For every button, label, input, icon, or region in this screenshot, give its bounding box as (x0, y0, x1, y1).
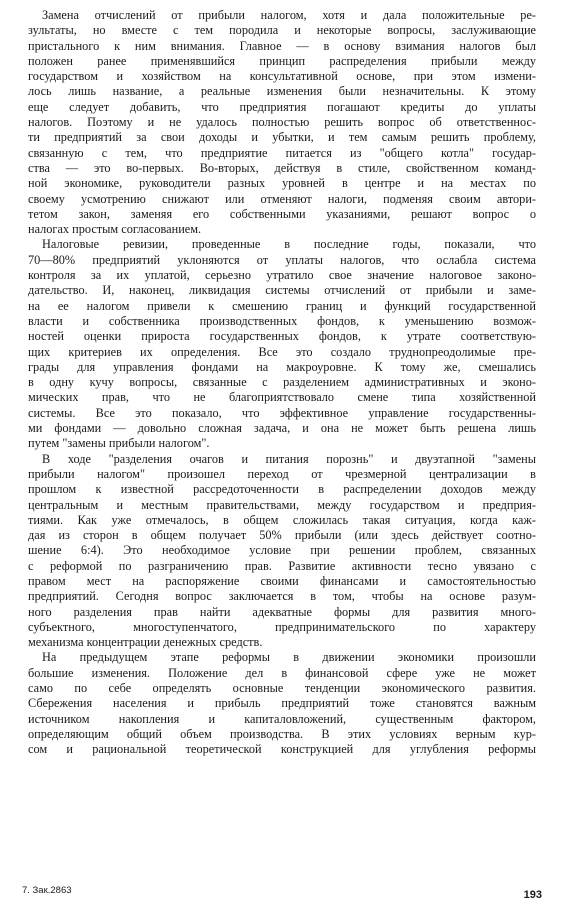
text-line: мических прав, что не благоприятствовало смене типа хозяйственной (28, 390, 536, 405)
text-line: ного разделения прав найти адекватные формы для развития много- (28, 604, 536, 619)
text-line: правом мест на распоряжение своими финансами и самостоятельностью (28, 573, 536, 588)
text-line: щих критериев их определения. Все это создало труднопреодолимые пре- (28, 344, 536, 359)
text-line: связанную с тем, что предприятие питается из "общего котла" государ- (28, 145, 536, 160)
text-line: источником накопления и капиталовложений, существенным фактором, (28, 711, 536, 726)
page-number: 193 (523, 889, 542, 901)
text-line: Сбережения населения и прибыль предприятий тоже становятся важным (28, 696, 536, 711)
text-line: налогов. Поэтому и не удалось полностью решить вопрос об ответственнос- (28, 115, 536, 130)
text-line: ства — это во-первых. Во-вторых, действуя в стиле, свойственном команд- (28, 160, 536, 175)
text-line: с реформой по разграничению прав. Развитие активности тесно увязано с (28, 558, 536, 573)
text-line: положен ранее применявшийся принцип распределения прибыли между (28, 53, 536, 68)
text-line: на ее налогом привели к смешению границ и функций государственной (28, 298, 536, 313)
text-line: государством и хозяйством на консультативной основе, при этом измени- (28, 69, 536, 84)
text-line: ностей оценки прироста государственных фондов, к утрате соответствую- (28, 329, 536, 344)
text-line: В ходе "разделения очагов и питания порознь" и двуэтапной "замены (42, 451, 536, 466)
text-line: определяющим общий объем производства. В этих условиях верным кур- (28, 726, 536, 741)
text-line: дательство. И, наконец, ликвидация системы отчислений от прибыли и заме- (28, 283, 536, 298)
text-line: Замена отчислений от прибыли налогом, хотя и дала положительные ре- (42, 8, 536, 22)
text-line: 70—80% предприятий уклоняются от уплаты налогов, что ослабла система (28, 252, 536, 267)
text-line: еще следует добавить, что предприятия погашают кредиты до уплаты (28, 99, 536, 114)
text-line: тетом закон, заменяя его собственными указаниями, решают вопрос о (28, 206, 536, 221)
text-line: лось лишь название, а реальные изменения были незначительны. К этому (28, 84, 536, 99)
text-line: предприятий. Сегодня вопрос заключается в том, чтобы на основе разум- (28, 589, 536, 604)
text-line: ти предприятий за свои доходы и убытки, и тем самым решить проблему, (28, 130, 536, 145)
text-line: ми фондами — довольно сложная задача, и она не может быть решена лишь (28, 421, 536, 436)
text-line: зультаты, но вместе с тем породила и некоторые вопросы, заслуживающие (28, 23, 536, 38)
text-line: пристального к ним внимания. Главное — в основу взимания налогов был (28, 38, 536, 53)
text-line: грады для управления фондами на макроуровне. К тому же, смешались (28, 359, 536, 374)
text-line: в одну кучу вопросы, связанные с разделением административных и эконо- (28, 375, 536, 390)
text-line: системы. Все это показало, что эффективное управление государственны- (28, 405, 536, 420)
text-line: ной экономике, руководители разных уровней в центре и на местах по (28, 176, 536, 191)
text-line: дая из сторон в общем получает 50% прибыли (или здесь действует соотно- (28, 528, 536, 543)
text-line: путем "замены прибыли налогом". (28, 436, 210, 451)
text-line: механизма концентрации денежных средств. (28, 635, 263, 650)
text-line: шение 6:4). Это необходимое условие при решении проблем, связанных (28, 543, 536, 558)
text-line: большие изменения. Положение дел в финансовой сфере уже не может (28, 665, 536, 680)
text-line: тиями. Как уже отмечалось, в общем сложилась такая ситуация, когда каж- (28, 512, 536, 527)
text-line: власти и собственника производственных фондов, к уменьшению возмож- (28, 313, 536, 328)
text-line: сом и рациональной теоретической конструкцией для углубления реформы (28, 742, 536, 757)
page-body-text (28, 8, 536, 758)
text-line: своему усмотрению снижают или отменяют налоги, подменяя своим автори- (28, 191, 536, 206)
text-line: прибыли налогом" произошел переход от чрезмерной централизации в (28, 466, 536, 481)
text-line: Налоговые ревизии, проведенные в последние годы, показали, что (42, 237, 536, 252)
text-line: На предыдущем этапе реформы в движении экономики произошли (42, 650, 536, 665)
print-order-mark: 7. Зак.2863 (22, 885, 72, 896)
text-line: налогах простым согласованием. (28, 222, 202, 237)
text-line: прошлом к известной рассредоточенности в распределении доходов между (28, 482, 536, 497)
text-line: центральным и местным правительствами, между государством и предприя- (28, 497, 536, 512)
text-line: само по себе определять основные тенденции экономического развития. (28, 681, 536, 696)
page-footer (22, 885, 542, 903)
text-line: контроля за их уплатой, серьезно утратило свое значение налоговое законо- (28, 268, 536, 283)
text-line: субъектного, многоступенчатого, предпринимательского по характеру (28, 619, 536, 634)
